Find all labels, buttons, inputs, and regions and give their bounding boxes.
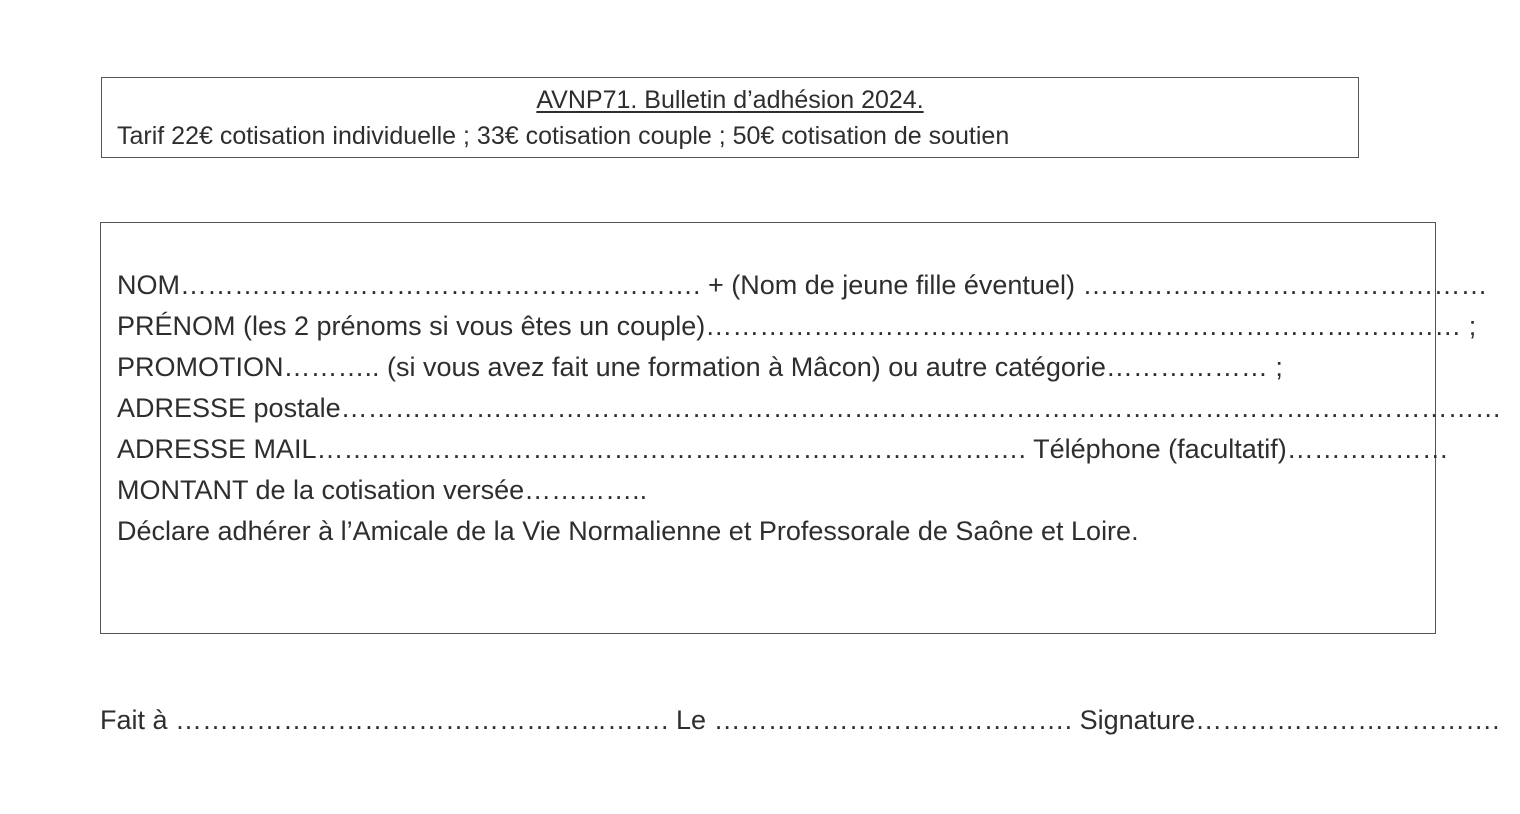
field-montant: MONTANT de la cotisation versée…………..	[117, 475, 648, 505]
field-prenom: PRÉNOM (les 2 prénoms si vous êtes un couple)………………………………………………………………………… ;	[117, 311, 1477, 341]
field-adresse-postale: ADRESSE postale…………………………………………………………………………………………………………………	[117, 393, 1502, 423]
membership-form-box	[100, 222, 1502, 634]
field-promotion: PROMOTION……….. (si vous avez fait une formation à Mâcon) ou autre catégorie……………… ;	[117, 352, 1283, 382]
field-nom: NOM…………………………………………………. + (Nom de jeune fille éventuel) ………………………………………	[117, 270, 1488, 300]
declaration-text: Déclare adhérer à l’Amicale de la Vie Normalienne et Professorale de Saône et Loire.	[117, 516, 1139, 546]
field-adresse-mail-telephone: ADRESSE MAIL……………………………………………………………………. Téléphone (facultatif)………………	[117, 434, 1449, 464]
document-title: AVNP71. Bulletin d’adhésion 2024.	[536, 86, 924, 114]
signature-line: Fait à ………………………………………………. Le …………………………………. Signature…………………………….	[100, 705, 1500, 735]
header-box	[101, 77, 1359, 158]
tariff-text: Tarif 22€ cotisation individuelle ; 33€ cotisation couple ; 50€ cotisation de soutien	[117, 122, 1010, 150]
